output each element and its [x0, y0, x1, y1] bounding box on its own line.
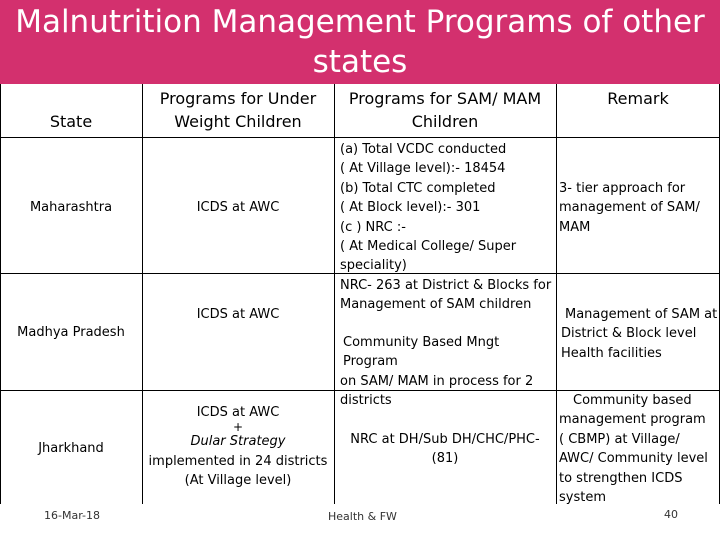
text-line: Management of SAM children: [340, 297, 532, 313]
header-underweight: Programs for Under Weight Children: [159, 89, 317, 131]
text-line: Community based: [573, 393, 692, 408]
row-maharashtra-state: Maharashtra: [29, 200, 113, 215]
dular-strategy: Dular Strategy: [190, 434, 286, 450]
table-header-divider: [0, 137, 720, 138]
footer-page-number: 40: [664, 508, 678, 521]
row-madhya-pradesh-underweight: ICDS at AWC: [196, 307, 280, 322]
row-jharkhand-sam-mam: [334, 430, 556, 469]
text-line: to strengthen ICDS: [559, 470, 683, 486]
header-remark: Remark: [607, 89, 669, 108]
text-line: (At Village level): [184, 473, 292, 489]
header-sam-mam: Programs for SAM/ MAM Children: [348, 89, 542, 131]
text-line: speciality): [340, 258, 407, 274]
text-line: MAM: [559, 219, 591, 235]
text-line: ( CBMP) at Village/: [559, 431, 680, 447]
slide-title: Malnutrition Management Programs of other states: [15, 4, 705, 80]
plus-sign: +: [232, 420, 244, 435]
text-line: ( At Village level):- 18454: [340, 161, 506, 177]
text-line: Management of SAM at: [565, 307, 718, 322]
footer-center: Health & FW: [328, 510, 397, 523]
text-line: on SAM/ MAM in process for 2: [340, 373, 534, 389]
text-line: (81): [431, 451, 459, 467]
text-line: (a) Total VCDC conducted: [340, 142, 507, 157]
text-line: implemented in 24 districts: [148, 453, 328, 469]
text-line: management program: [559, 412, 706, 428]
text-line: NRC- 263 at District & Blocks for: [340, 278, 552, 293]
row-madhya-pradesh-sam-mam: [340, 276, 554, 315]
row-madhya-pradesh-sam-mam-2: [340, 333, 554, 411]
footer-date: 16-Mar-18: [44, 509, 100, 522]
text-line: 3- tier approach for: [559, 181, 686, 196]
row-maharashtra-underweight: ICDS at AWC: [196, 200, 280, 215]
text-line: Health facilities: [561, 345, 662, 361]
row-jharkhand-remark: [559, 391, 719, 507]
row-maharashtra-sam-mam: [340, 140, 554, 276]
row-jharkhand-state: Jharkhand: [38, 441, 104, 456]
text-line: NRC at DH/Sub DH/CHC/PHC-: [350, 432, 540, 447]
table-divider-col-3: [556, 84, 557, 504]
text-line: AWC/ Community level: [559, 451, 708, 467]
row-jharkhand-underweight: [142, 403, 334, 491]
text-line: (c ) NRC :-: [340, 219, 406, 235]
text-line: (b) Total CTC completed: [340, 180, 496, 196]
text-line: District & Block level: [561, 326, 697, 342]
row-madhya-pradesh-remark: [559, 305, 719, 363]
header-state: State: [49, 112, 93, 131]
text-line: ICDS at AWC: [196, 405, 280, 420]
text-line: management of SAM/: [559, 200, 700, 216]
text-line: ( At Block level):- 301: [340, 200, 481, 216]
text-line: districts: [340, 393, 392, 409]
text-line: Community Based Mngt Program: [343, 335, 500, 370]
row-madhya-pradesh-state: Madhya Pradesh: [17, 325, 125, 340]
text-line: ( At Medical College/ Super: [340, 239, 517, 255]
text-line: system: [559, 490, 606, 506]
row-maharashtra-remark: [559, 179, 719, 237]
